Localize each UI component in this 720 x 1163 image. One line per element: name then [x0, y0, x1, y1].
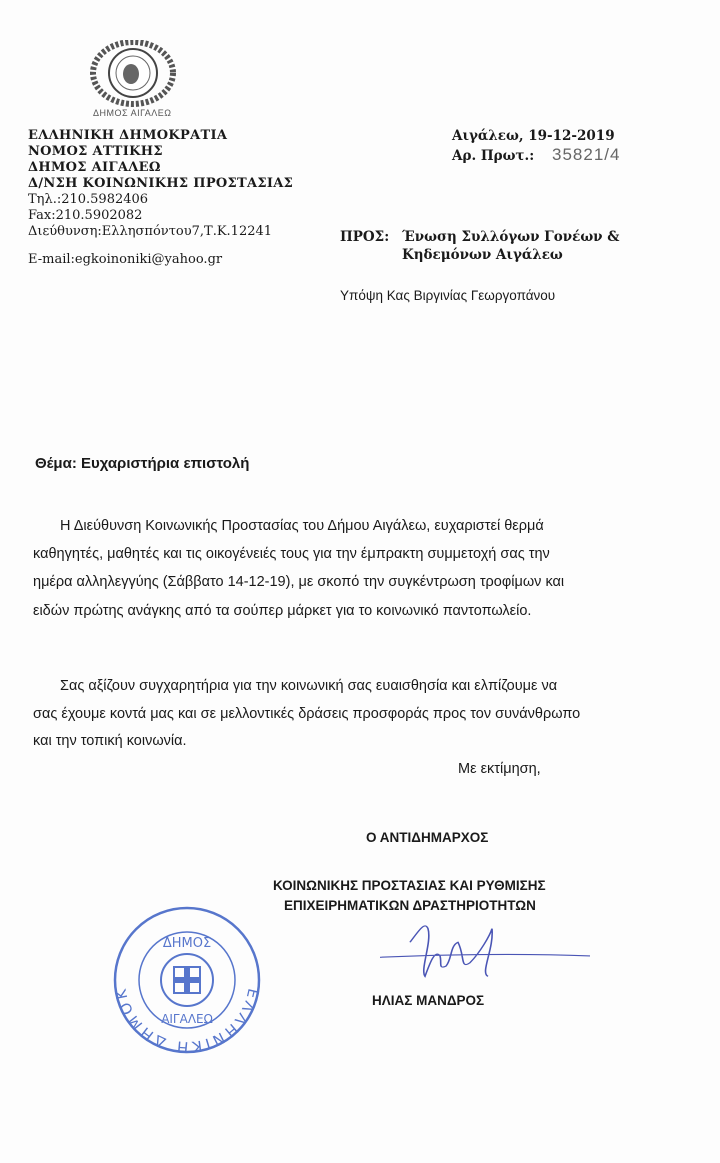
body-line: Σας αξίζουν συγχαρητήρια για την κοινωνική σας ευαισθησία και ελπίζουμε να: [60, 678, 558, 694]
body-line: σας έχουμε κοντά μας και σε μελλοντικές δράσεις προσφοράς προς τον συνάνθρωπο: [33, 706, 581, 722]
protocol-label: Αρ. Πρωτ.:: [452, 148, 535, 164]
handwritten-signature: [380, 915, 610, 990]
stamp-inner-bottom: ΑΙΓΑΛΕΩ: [161, 1012, 213, 1026]
place-date: Αιγάλεω, 19-12-2019: [452, 128, 615, 144]
sender-line: Δ/ΝΣΗ ΚΟΙΝΩΝΙΚΗΣ ΠΡΟΣΤΑΣΙΑΣ: [28, 176, 294, 191]
logo-emblem-icon: [88, 40, 178, 110]
body-line: Η Διεύθυνση Κοινωνικής Προστασίας του Δήμου Αιγάλεω, ευχαριστεί θερμά: [60, 518, 544, 534]
protocol-number: 35821/4: [552, 145, 621, 164]
signatory-role-line1: ΚΟΙΝΩΝΙΚΗΣ ΠΡΟΣΤΑΣΙΑΣ ΚΑΙ ΡΥΘΜΙΣΗΣ: [273, 878, 546, 893]
recipient-attention: Υπόψη Κας Βιργινίας Γεωργοπάνου: [340, 288, 556, 303]
recipient-line2: Κηδεμόνων Αιγάλεω: [402, 247, 563, 263]
signatory-name: ΗΛΙΑΣ ΜΑΝΔΡΟΣ: [372, 993, 485, 1008]
sender-block: [28, 128, 293, 268]
sender-line: ΔΗΜΟΣ ΑΙΓΑΛΕΩ: [28, 160, 161, 175]
subject: Θέμα: Ευχαριστήρια επιστολή: [35, 455, 250, 472]
municipality-logo: [88, 40, 178, 110]
recipient-line1: Ένωση Συλλόγων Γονέων &: [402, 229, 620, 245]
sender-line: ΕΛΛΗΝΙΚΗ ΔΗΜΟΚΡΑΤΙΑ: [28, 128, 228, 143]
sender-fax: Fax:210.5902082: [28, 208, 143, 223]
recipient-label: ΠΡΟΣ:: [340, 229, 390, 245]
stamp-inner-top: ΔΗΜΟΣ: [162, 936, 212, 951]
stamp-outer-text: ΕΛΛΗΝΙΚΗ ΔΗΜΟΚ: [112, 984, 262, 1055]
sender-address: Διεύθυνση:Ελλησπόντου7,Τ.Κ.12241: [28, 224, 273, 239]
signatory-role-line2: ΕΠΙΧΕΙΡΗΜΑΤΙΚΩΝ ΔΡΑΣΤΗΡΙΟΤΗΤΩΝ: [284, 898, 536, 913]
sender-email: E-mail:egkoinoniki@yahoo.gr: [28, 252, 223, 267]
closing: Με εκτίμηση,: [458, 761, 541, 777]
official-stamp: [112, 905, 262, 1055]
body-line: καθηγητές, μαθητές και τις οικογένειές τους για την έμπρακτη συμμετοχή σας την: [33, 546, 550, 562]
sender-phone: Τηλ.:210.5982406: [28, 192, 149, 207]
logo-caption: ΔΗΜΟΣ ΑΙΓΑΛΕΩ: [93, 108, 172, 118]
signatory-title: Ο ΑΝΤΙΔΗΜΑΡΧΟΣ: [366, 830, 489, 845]
sender-line: ΝΟΜΟΣ ΑΤΤΙΚΗΣ: [28, 144, 163, 159]
stamp-seal-icon: [112, 905, 262, 1055]
body-line: και την τοπική κοινωνία.: [33, 733, 187, 749]
body-line: ημέρα αλληλεγγύης (Σάββατο 14-12-19), με σκοπό την συγκέντρωση τροφίμων και: [33, 574, 565, 590]
body-line: ειδών πρώτης ανάγκης από τα σούπερ μάρκετ για το κοινωνικό παντοπωλείο.: [33, 603, 532, 619]
